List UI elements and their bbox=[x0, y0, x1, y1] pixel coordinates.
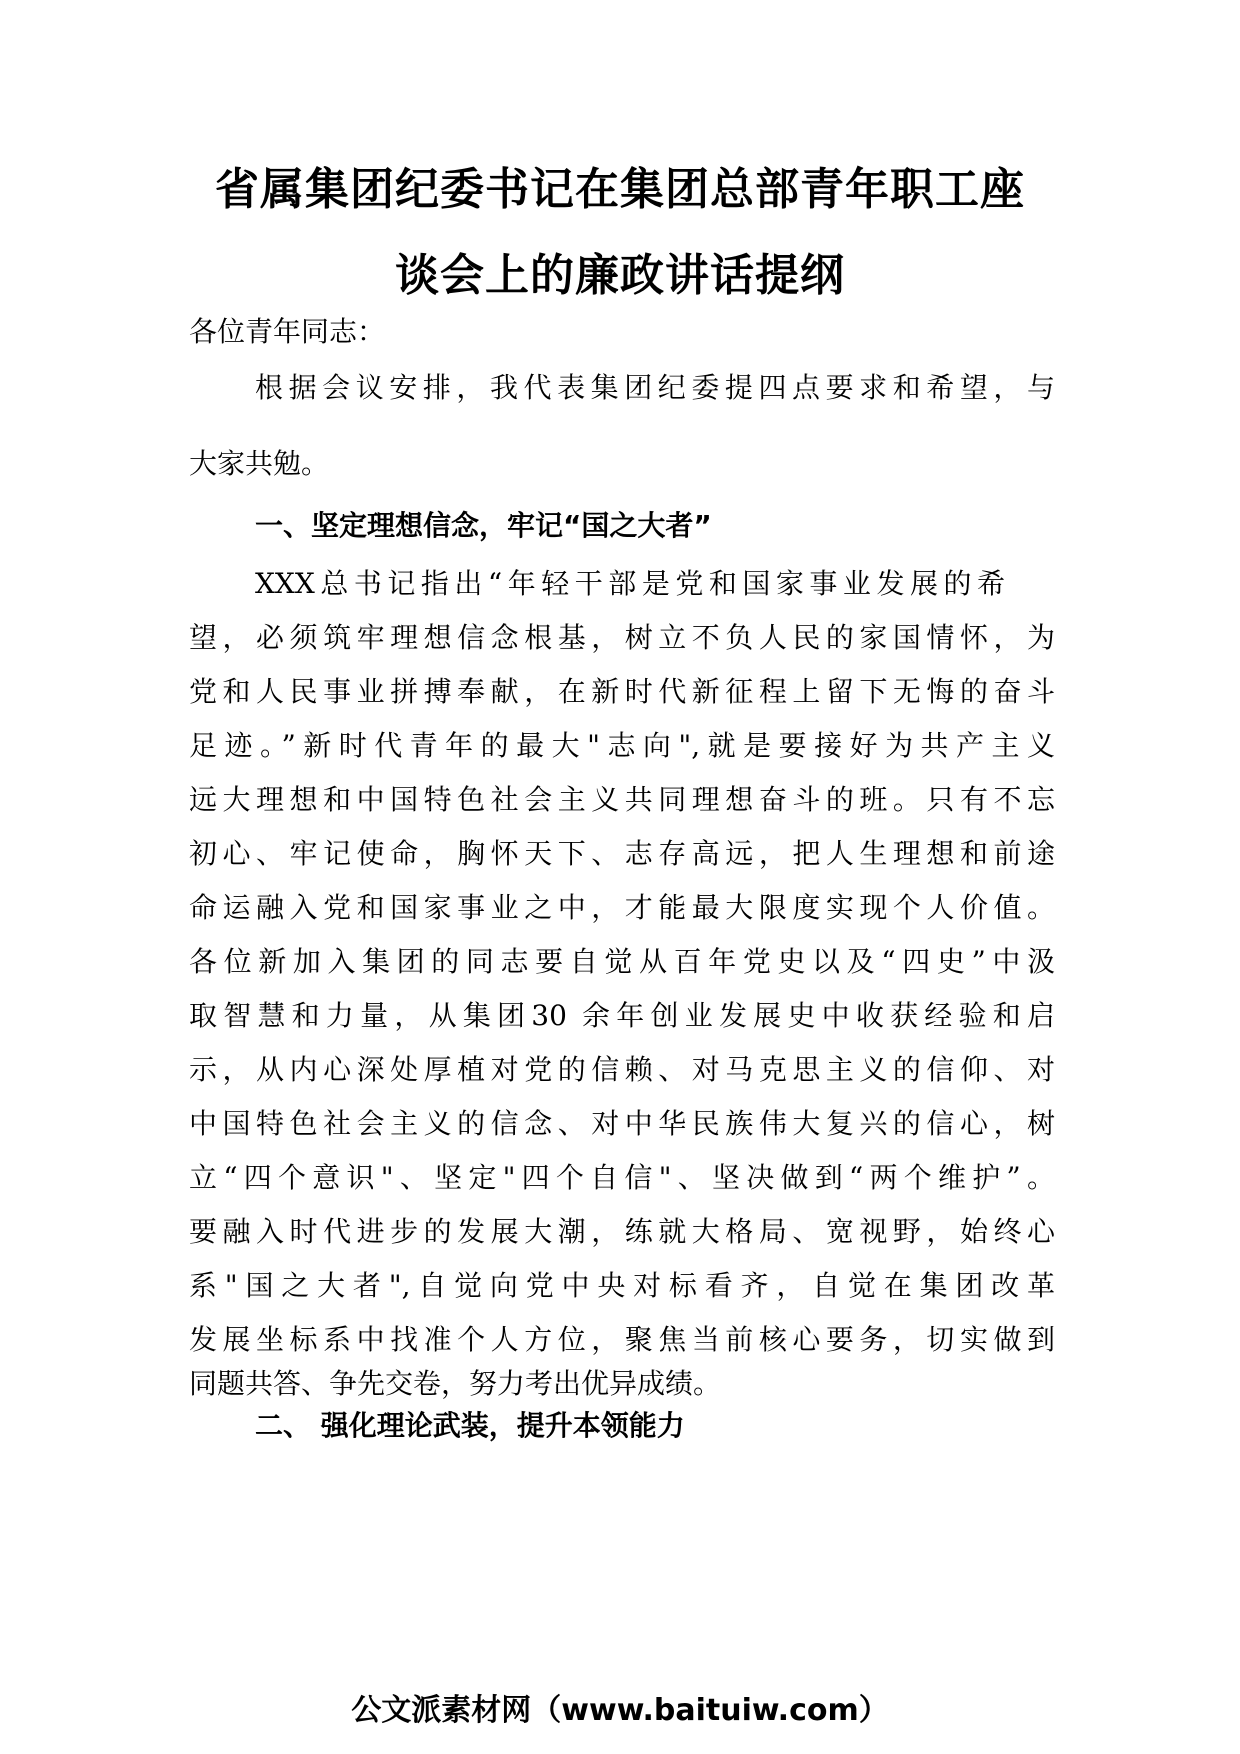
section-1-line: 系"国之大者",自觉向党中央对标看齐，自觉在集团改革 bbox=[189, 1269, 1055, 1302]
footer-watermark: 公文派素材网（www.baituiw.com） bbox=[351, 1693, 889, 1728]
section-1-line: 初心、牢记使命，胸怀天下、志存高远，把人生理想和前途 bbox=[189, 837, 1055, 870]
section-1-line: 立“四个意识"、坚定"四个自信"、坚决做到“两个维护”。 bbox=[189, 1161, 1055, 1194]
section-1-line: 中国特色社会主义的信念、对中华民族伟大复兴的信心，树 bbox=[189, 1107, 1055, 1140]
section-1-heading: 一、坚定理想信念，牢记“国之大者” bbox=[255, 509, 712, 542]
section-1-line: 望，必须筑牢理想信念根基，树立不负人民的家国情怀，为 bbox=[189, 621, 1055, 654]
section-1-line: 示，从内心深处厚植对党的信赖、对马克思主义的信仰、对 bbox=[189, 1053, 1055, 1086]
section-1-line: 党和人民事业拼搏奉献，在新时代新征程上留下无悔的奋斗 bbox=[189, 675, 1055, 708]
document-title-line-2: 谈会上的廉政讲话提纲 bbox=[395, 250, 845, 301]
section-1-line: 各位新加入集团的同志要自觉从百年党史以及“四史”中汲 bbox=[189, 945, 1055, 978]
intro-paragraph-line-2: 大家共勉。 bbox=[189, 447, 330, 480]
section-2-heading: 二、 强化理论武装，提升本领能力 bbox=[255, 1409, 685, 1442]
section-1-line: 足迹。”新时代青年的最大"志向",就是要接好为共产主义 bbox=[189, 729, 1055, 762]
intro-paragraph-line-1: 根据会议安排，我代表集团纪委提四点要求和希望，与 bbox=[255, 371, 1055, 404]
section-1-line: 要融入时代进步的发展大潮，练就大格局、宽视野，始终心 bbox=[189, 1215, 1055, 1248]
section-1-line: 同题共答、争先交卷，努力考出优异成绩。 bbox=[189, 1367, 722, 1400]
section-1-line: XXX总书记指出“年轻干部是党和国家事业发展的希 bbox=[255, 567, 1005, 600]
salutation: 各位青年同志： bbox=[189, 315, 386, 348]
section-1-line: 远大理想和中国特色社会主义共同理想奋斗的班。只有不忘 bbox=[189, 783, 1055, 816]
document-title-line-1: 省属集团纪委书记在集团总部青年职工座 bbox=[215, 164, 1025, 215]
section-1-line: 发展坐标系中找准个人方位，聚焦当前核心要务，切实做到 bbox=[189, 1323, 1055, 1356]
section-1-line: 命运融入党和国家事业之中，才能最大限度实现个人价值。 bbox=[189, 891, 1055, 924]
section-1-line: 取智慧和力量，从集团30 余年创业发展史中收获经验和启 bbox=[189, 999, 1055, 1032]
